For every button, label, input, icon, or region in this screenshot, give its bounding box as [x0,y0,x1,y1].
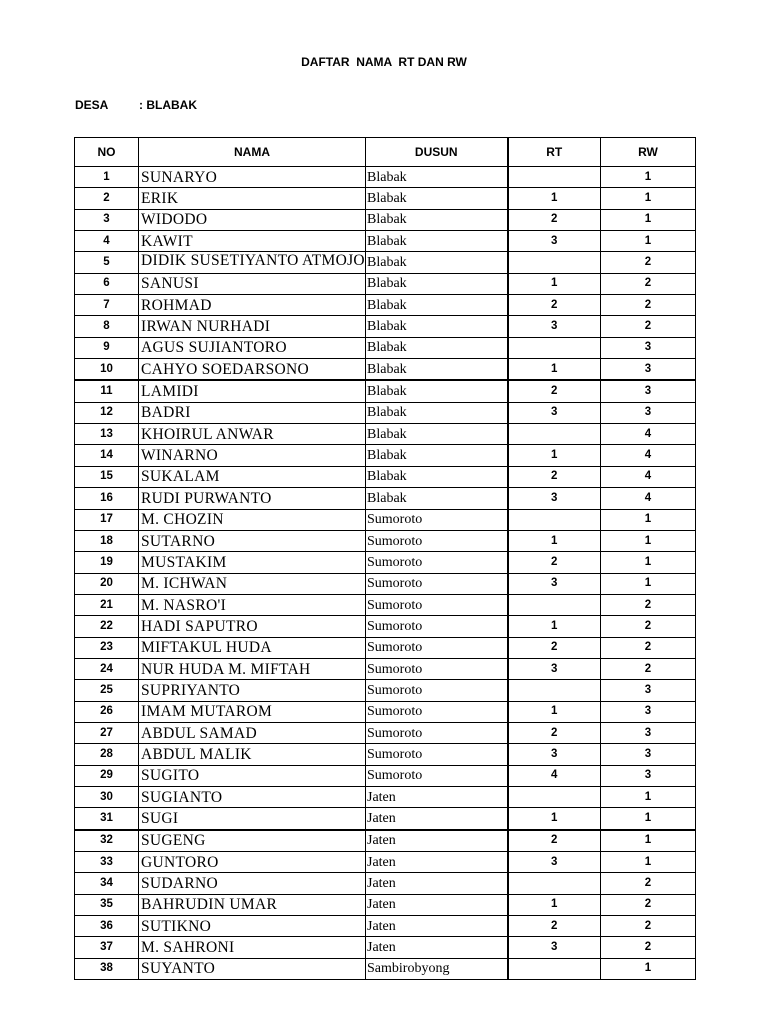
table-row [75,594,696,615]
cell-rw: 1 [601,188,696,209]
cell-nama: SANUSI [139,273,366,294]
table-row [75,295,696,316]
cell-dusun: Sumoroto [366,637,508,658]
table-row [75,252,696,273]
table-row [75,937,696,958]
cell-no: 25 [75,680,139,701]
cell-no: 7 [75,295,139,316]
cell-dusun: Sumoroto [366,765,508,786]
cell-rw: 4 [601,424,696,445]
cell-no: 2 [75,188,139,209]
cell-nama: KHOIRUL ANWAR [139,424,366,445]
cell-dusun: Jaten [366,852,508,873]
cell-rw: 1 [601,958,696,979]
cell-rw: 2 [601,252,696,273]
table-row [75,530,696,551]
cell-nama: SUDARNO [139,873,366,894]
cell-rt: 1 [508,701,601,722]
cell-nama: MUSTAKIM [139,552,366,573]
desa-label: DESA [75,98,109,112]
table-row [75,466,696,487]
cell-rw: 4 [601,445,696,466]
cell-no: 38 [75,958,139,979]
cell-dusun: Blabak [366,209,508,230]
table-row [75,231,696,252]
cell-dusun: Blabak [366,466,508,487]
table-row [75,958,696,979]
table-row [75,873,696,894]
cell-nama [139,252,366,273]
cell-no: 36 [75,916,139,937]
cell-dusun: Blabak [366,167,508,188]
table-row [75,273,696,294]
cell-dusun: Sumoroto [366,594,508,615]
cell-no: 20 [75,573,139,594]
cell-nama: ERIK [139,188,366,209]
cell-dusun: Blabak [366,424,508,445]
cell-no: 19 [75,552,139,573]
table-row [75,573,696,594]
cell-rt: 3 [508,937,601,958]
cell-nama: BADRI [139,402,366,423]
cell-rt: 1 [508,530,601,551]
cell-nama-text: DIDIK SUSETIYANTO ATMOJO [141,251,365,269]
cell-no: 6 [75,273,139,294]
cell-nama: RUDI PURWANTO [139,488,366,509]
cell-rw: 1 [601,552,696,573]
cell-rw: 1 [601,786,696,807]
cell-rt [508,873,601,894]
cell-nama: SUGI [139,808,366,830]
cell-rw: 3 [601,359,696,381]
cell-rt: 4 [508,765,601,786]
cell-no: 10 [75,359,139,381]
cell-nama: ABDUL MALIK [139,744,366,765]
cell-rt [508,167,601,188]
cell-rt: 3 [508,658,601,679]
cell-dusun: Blabak [366,402,508,423]
cell-dusun: Sambirobyong [366,958,508,979]
cell-rw: 3 [601,722,696,743]
table-row [75,786,696,807]
cell-nama: GUNTORO [139,852,366,873]
cell-no: 31 [75,808,139,830]
cell-dusun: Jaten [366,894,508,915]
cell-nama: SUNARYO [139,167,366,188]
cell-rw: 2 [601,894,696,915]
cell-no: 26 [75,701,139,722]
cell-dusun: Sumoroto [366,680,508,701]
cell-dusun: Blabak [366,188,508,209]
cell-dusun: Jaten [366,873,508,894]
cell-nama: LAMIDI [139,380,366,402]
cell-dusun: Jaten [366,830,508,852]
cell-nama: M. ICHWAN [139,573,366,594]
cell-dusun: Blabak [366,295,508,316]
table-row [75,188,696,209]
cell-no: 32 [75,830,139,852]
cell-dusun: Blabak [366,445,508,466]
cell-rt: 2 [508,830,601,852]
table-row [75,359,696,381]
cell-rt: 1 [508,616,601,637]
header-dusun: DUSUN [366,138,508,167]
table-row [75,424,696,445]
cell-rt [508,786,601,807]
cell-dusun: Blabak [366,252,508,273]
cell-rw: 4 [601,488,696,509]
cell-rw: 3 [601,765,696,786]
cell-nama: SUPRIYANTO [139,680,366,701]
cell-rw: 2 [601,316,696,337]
cell-no: 12 [75,402,139,423]
cell-rw: 2 [601,295,696,316]
cell-no: 37 [75,937,139,958]
cell-no: 4 [75,231,139,252]
cell-nama: SUTARNO [139,530,366,551]
cell-dusun: Sumoroto [366,658,508,679]
cell-rt: 2 [508,466,601,487]
header-rw: RW [601,138,696,167]
cell-nama: WIDODO [139,209,366,230]
cell-dusun: Blabak [366,273,508,294]
cell-no: 11 [75,380,139,402]
cell-no: 3 [75,209,139,230]
cell-dusun: Blabak [366,337,508,358]
cell-no: 1 [75,167,139,188]
table-row [75,852,696,873]
table-row [75,658,696,679]
table-row [75,765,696,786]
table-row [75,380,696,402]
cell-dusun: Sumoroto [366,701,508,722]
rt-rw-table [74,137,696,980]
cell-rt: 1 [508,359,601,381]
cell-no: 30 [75,786,139,807]
cell-nama: IRWAN NURHADI [139,316,366,337]
table-row [75,701,696,722]
cell-rw: 3 [601,744,696,765]
cell-dusun: Jaten [366,786,508,807]
document-title: DAFTAR NAMA RT DAN RW [301,55,467,69]
cell-dusun: Blabak [366,488,508,509]
cell-nama: SUTIKNO [139,916,366,937]
cell-rt: 3 [508,488,601,509]
table-row [75,445,696,466]
table-header-row [75,138,696,167]
cell-no: 18 [75,530,139,551]
table-row [75,552,696,573]
cell-rw: 2 [601,658,696,679]
cell-nama: M. SAHRONI [139,937,366,958]
cell-rt: 3 [508,573,601,594]
cell-dusun: Blabak [366,316,508,337]
cell-rw: 3 [601,402,696,423]
cell-rw: 2 [601,873,696,894]
cell-nama: KAWIT [139,231,366,252]
cell-no: 21 [75,594,139,615]
cell-rw: 1 [601,231,696,252]
cell-no: 14 [75,445,139,466]
cell-nama: BAHRUDIN UMAR [139,894,366,915]
cell-dusun: Sumoroto [366,509,508,530]
table-row [75,637,696,658]
table-row [75,830,696,852]
cell-nama: NUR HUDA M. MIFTAH [139,658,366,679]
cell-dusun: Sumoroto [366,616,508,637]
cell-rt [508,337,601,358]
cell-dusun: Sumoroto [366,552,508,573]
cell-nama: M. NASRO'I [139,594,366,615]
cell-rt: 2 [508,295,601,316]
cell-nama: ROHMAD [139,295,366,316]
cell-rt [508,424,601,445]
cell-dusun: Blabak [366,359,508,381]
cell-rw: 1 [601,530,696,551]
cell-no: 17 [75,509,139,530]
table-row [75,722,696,743]
header-nama: NAMA [139,138,366,167]
table-row [75,167,696,188]
cell-rt: 1 [508,445,601,466]
cell-dusun: Sumoroto [366,744,508,765]
cell-no: 24 [75,658,139,679]
cell-rt: 3 [508,744,601,765]
cell-rt [508,680,601,701]
desa-line [75,98,197,112]
cell-rt: 1 [508,273,601,294]
cell-rw: 2 [601,937,696,958]
table-row [75,808,696,830]
cell-rt: 1 [508,188,601,209]
cell-no: 16 [75,488,139,509]
cell-dusun: Jaten [366,916,508,937]
table-row [75,680,696,701]
cell-nama: CAHYO SOEDARSONO [139,359,366,381]
cell-nama: SUGIANTO [139,786,366,807]
cell-rw: 1 [601,830,696,852]
cell-rt [508,252,601,273]
cell-nama: SUKALAM [139,466,366,487]
cell-dusun: Blabak [366,231,508,252]
table-row [75,509,696,530]
cell-dusun: Sumoroto [366,722,508,743]
cell-no: 33 [75,852,139,873]
cell-nama: SUGITO [139,765,366,786]
cell-nama: MIFTAKUL HUDA [139,637,366,658]
cell-no: 29 [75,765,139,786]
cell-rt [508,509,601,530]
cell-nama: HADI SAPUTRO [139,616,366,637]
cell-no: 9 [75,337,139,358]
header-no: NO [75,138,139,167]
cell-rt: 2 [508,637,601,658]
cell-rw: 2 [601,594,696,615]
cell-dusun: Blabak [366,380,508,402]
cell-rt: 3 [508,316,601,337]
cell-rt [508,958,601,979]
cell-dusun: Sumoroto [366,530,508,551]
cell-nama: SUGENG [139,830,366,852]
cell-rw: 3 [601,380,696,402]
cell-nama: ABDUL SAMAD [139,722,366,743]
table-row [75,209,696,230]
cell-nama: AGUS SUJIANTORO [139,337,366,358]
cell-rw: 3 [601,337,696,358]
cell-rw: 1 [601,209,696,230]
cell-dusun: Sumoroto [366,573,508,594]
cell-no: 27 [75,722,139,743]
cell-rw: 2 [601,916,696,937]
cell-nama: M. CHOZIN [139,509,366,530]
cell-no: 35 [75,894,139,915]
cell-rt: 2 [508,916,601,937]
cell-rt: 2 [508,380,601,402]
desa-value: : BLABAK [139,98,197,112]
cell-dusun: Jaten [366,937,508,958]
table-row [75,402,696,423]
cell-no: 23 [75,637,139,658]
cell-rt: 1 [508,808,601,830]
cell-rt: 1 [508,894,601,915]
cell-no: 5 [75,252,139,273]
table-row [75,894,696,915]
cell-rt [508,594,601,615]
cell-no: 8 [75,316,139,337]
cell-dusun: Jaten [366,808,508,830]
cell-no: 34 [75,873,139,894]
cell-no: 15 [75,466,139,487]
cell-rw: 2 [601,273,696,294]
cell-nama: IMAM MUTAROM [139,701,366,722]
table-row [75,337,696,358]
cell-rt: 3 [508,231,601,252]
table-row [75,316,696,337]
cell-no: 28 [75,744,139,765]
cell-rw: 1 [601,167,696,188]
cell-rw: 4 [601,466,696,487]
cell-rt: 3 [508,852,601,873]
cell-rw: 1 [601,573,696,594]
cell-rw: 1 [601,509,696,530]
header-rt: RT [508,138,601,167]
cell-no: 13 [75,424,139,445]
table-row [75,488,696,509]
cell-rt: 2 [508,722,601,743]
cell-rw: 1 [601,808,696,830]
table-body [75,167,696,980]
cell-nama: SUYANTO [139,958,366,979]
cell-no: 22 [75,616,139,637]
cell-rt: 2 [508,209,601,230]
cell-nama: WINARNO [139,445,366,466]
cell-rw: 3 [601,701,696,722]
table-row [75,616,696,637]
cell-rw: 3 [601,680,696,701]
cell-rt: 3 [508,402,601,423]
cell-rw: 1 [601,852,696,873]
cell-rw: 2 [601,637,696,658]
cell-rw: 2 [601,616,696,637]
cell-rt: 2 [508,552,601,573]
table-row [75,744,696,765]
table-row [75,916,696,937]
